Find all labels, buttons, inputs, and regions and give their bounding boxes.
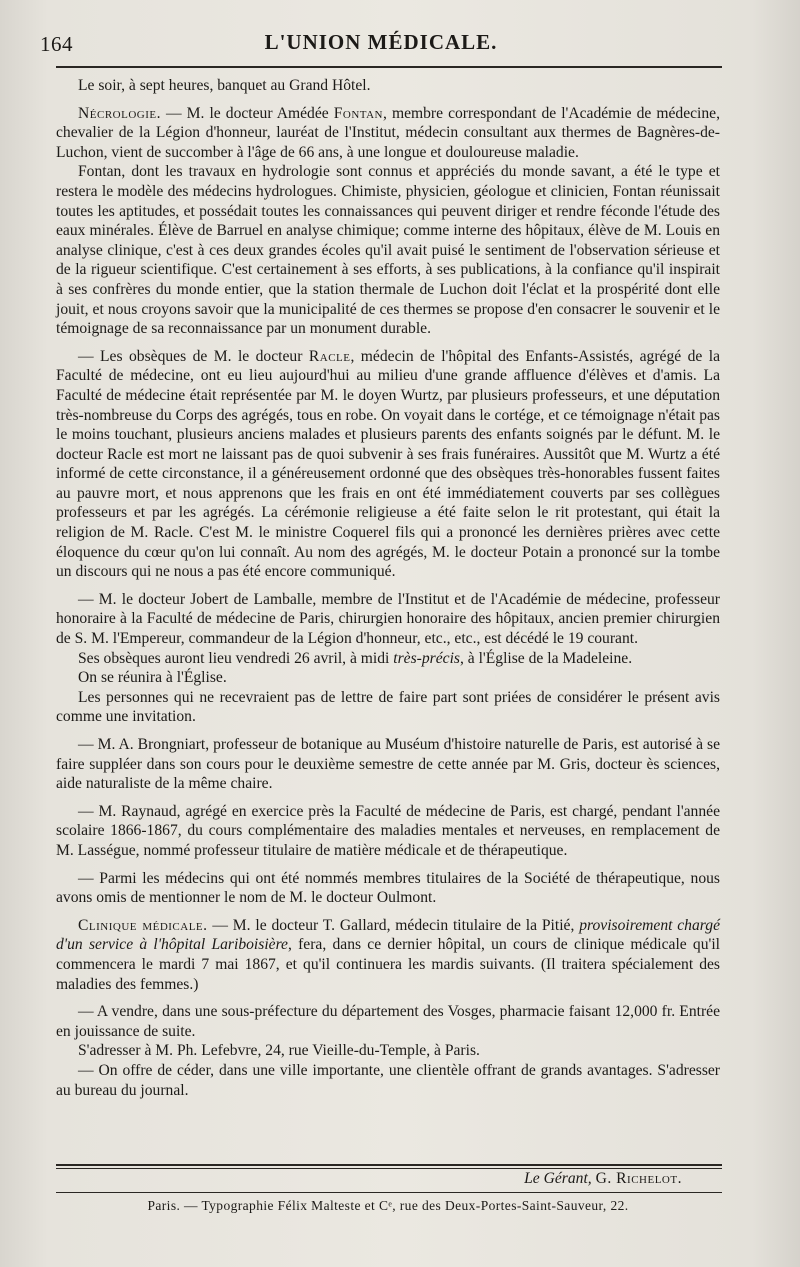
paragraph-raynaud: — M. Raynaud, agrégé en exercice près la Faculté de médecine de Paris, est chargé, pendant l'année scolaire 1866-1867, du cours complémentaire des maladies mentales et nerveuses, en remplacement de M. Lasségue, nommé professeur titulaire de matière médicale et de thérapeutique. xyxy=(56,802,720,859)
name-fontan: Fontan xyxy=(333,104,383,122)
paragraph-clinique-medicale: Clinique médicale. — M. le docteur T. Gallard, médecin titulaire de la Pitié, provisoirement chargé d'un service à l'hôpital Lariboisière, fera, dans ce dernier hôpital, un cours de clinique médicale qu'il commencera le mardi 7 mai 1867, et qu'il continuera les mardis suivants. (Il traitera spécialement des maladies des femmes.) xyxy=(56,916,720,993)
imprint-rule xyxy=(56,1192,722,1193)
paragraph-brongniart: — M. A. Brongniart, professeur de botanique au Muséum d'histoire naturelle de Paris, est autorisé à se faire suppléer dans son cours pour le deuxième semestre de cette année par M. Gris, docteur ès sciences, aide naturaliste de la même chaire. xyxy=(56,736,720,793)
paragraph-meeting: On se réunira à l'Église. xyxy=(78,669,227,687)
article-body xyxy=(56,76,720,1100)
paragraph-jobert-death: — M. le docteur Jobert de Lamballe, membre de l'Institut et de l'Académie de médecine, professeur honoraire à la Faculté de médecine de Paris, chirurgien honoraire des hôpitaux, ancien premier chirurgien de S. M. l'Empereur, commandeur de la Légion d'honneur, etc., etc., est décédé le 19 courant. xyxy=(56,590,720,648)
name-racle: Racle xyxy=(308,347,351,365)
header-rule xyxy=(56,66,722,68)
manager-signature: Le Gérant, G. Richelot. xyxy=(524,1170,682,1187)
paragraph-societe-therapeutique: — Parmi les médecins qui ont été nommés membres titulaires de la Société de thérapeutique, nous avons omis de mentionner le nom de M. le docteur Oulmont. xyxy=(56,869,720,907)
paragraph-obituary-fontan: Nécrologie. — M. le docteur Amédée Fontan, membre correspondant de l'Académie de médecine, chevalier de la Légion d'honneur, lauréat de l'Institut, médecin consultant aux thermes de Bagnères-de-Luchon, vient de succomber à l'âge de 66 ans, à une longue et douloureuse maladie. xyxy=(56,104,720,161)
running-title: L'UNION MÉDICALE. xyxy=(264,30,498,54)
emphasis-provisoirement: provisoirement chargé d'un service à l'hôpital Lariboisière xyxy=(56,916,720,954)
paragraph-invitation-notice: Les personnes qui ne recevraient pas de lettre de faire part sont priées de considérer le présent avis comme une invitation. xyxy=(56,688,720,726)
manager-name: G. Richelot. xyxy=(595,1170,682,1187)
footer-rule-top xyxy=(56,1164,722,1166)
section-lead-clinique: Clinique médicale. xyxy=(78,916,208,934)
paragraph-funeral-date: Ses obsèques auront lieu vendredi 26 avril, à midi très-précis, à l'Église de la Madeleine. xyxy=(78,649,633,667)
paragraph-banquet: Le soir, à sept heures, banquet au Grand Hôtel. xyxy=(78,77,371,94)
paragraph-racle-funeral: — Les obsèques de M. le docteur Racle, médecin de l'hôpital des Enfants-Assistés, agrégé de la Faculté de médecine, ont eu lieu aujourd'hui au milieu d'une grande affluence d'élèves et d'amis. La Faculté de médecine était représentée par M. le doyen Wurtz, par plusieurs professeurs, et une députation très-nombreuse du Corps des agrégés, tous en robe. On voyait dans le cortége, et ce témoignage n'était pas le moins touchant, plusieurs anciens malades et plusieurs parents des enfants soignés par le défunt. M. le docteur Racle est mort ne laissant pas de quoi subvenir à ses frais funéraires. Aussitôt que M. Wurtz a été informé de cette circonstance, il a généreusement ordonné que des obsèques très-honorables fussent faites au pauvre mort, et nous apprenons que les frais en ont été immédiatement couverts par ses collègues professeurs et par les agrégés. La cérémonie religieuse a été faite selon le rit protestant, qui était la religion de M. Racle. C'est M. le ministre Coquerel fils qui a prononcé les dernières prières avec cette éloquence du cœur qu'on lui connaît. Au nom des agrégés, M. le docteur Potain a prononcé sur la tombe un discours qui ne nous a pas été encore communiqué. xyxy=(56,347,721,581)
paragraph-lefebvre-address: S'adresser à M. Ph. Lefebvre, 24, rue Vieille-du-Temple, à Paris. xyxy=(78,1042,480,1060)
page-header xyxy=(40,28,722,58)
paragraph-fontan-tribute: Fontan, dont les travaux en hydrologie sont connus et appréciés du monde savant, a été le type et restera le modèle des médecins hydrologues. Chimiste, physicien, géologue et clinicien, Fontan réunissait toutes les aptitudes, et possédait toutes les connaissances qui peuvent diriger et rendre féconde l'étude des eaux minérales. Élève de Barruel en analyse chimique; comme interne des hôpitaux, élève de M. Louis en analyse clinique, c'est à ces deux grandes écoles qu'il avait puisé le sentiment de l'observation sérieuse et de la rigueur scientifique. C'est certainement à ses efforts, à ses publications, à la confiance qu'il inspirait à ses confrères du monde entier, que la station thermale de Luchon doit l'éclat et la prospérité dont elle jouit, et nous croyons savoir que la municipalité de ces thermes se propose d'en consacrer le souvenir et le témoignage de sa reconnaissance par un monument durable. xyxy=(56,163,720,338)
section-lead-necrologie: Nécrologie. xyxy=(78,104,161,122)
footer-rule-top-thin xyxy=(56,1168,722,1169)
paragraph-pharmacie-sale: — A vendre, dans une sous-préfecture du département des Vosges, pharmacie faisant 12,000 fr. Entrée en jouissance de suite. xyxy=(56,1003,720,1040)
page-number: 164 xyxy=(40,32,73,56)
paragraph-clientele-offer: — On offre de céder, dans une ville importante, une clientèle offrant de grands avantages. S'adresser au bureau du journal. xyxy=(56,1061,720,1099)
emphasis-tres-precis: très-précis xyxy=(393,649,460,667)
printer-imprint: Paris. — Typographie Félix Malteste et Cᵉ, rue des Deux-Portes-Saint-Sauveur, 22. xyxy=(147,1198,629,1213)
